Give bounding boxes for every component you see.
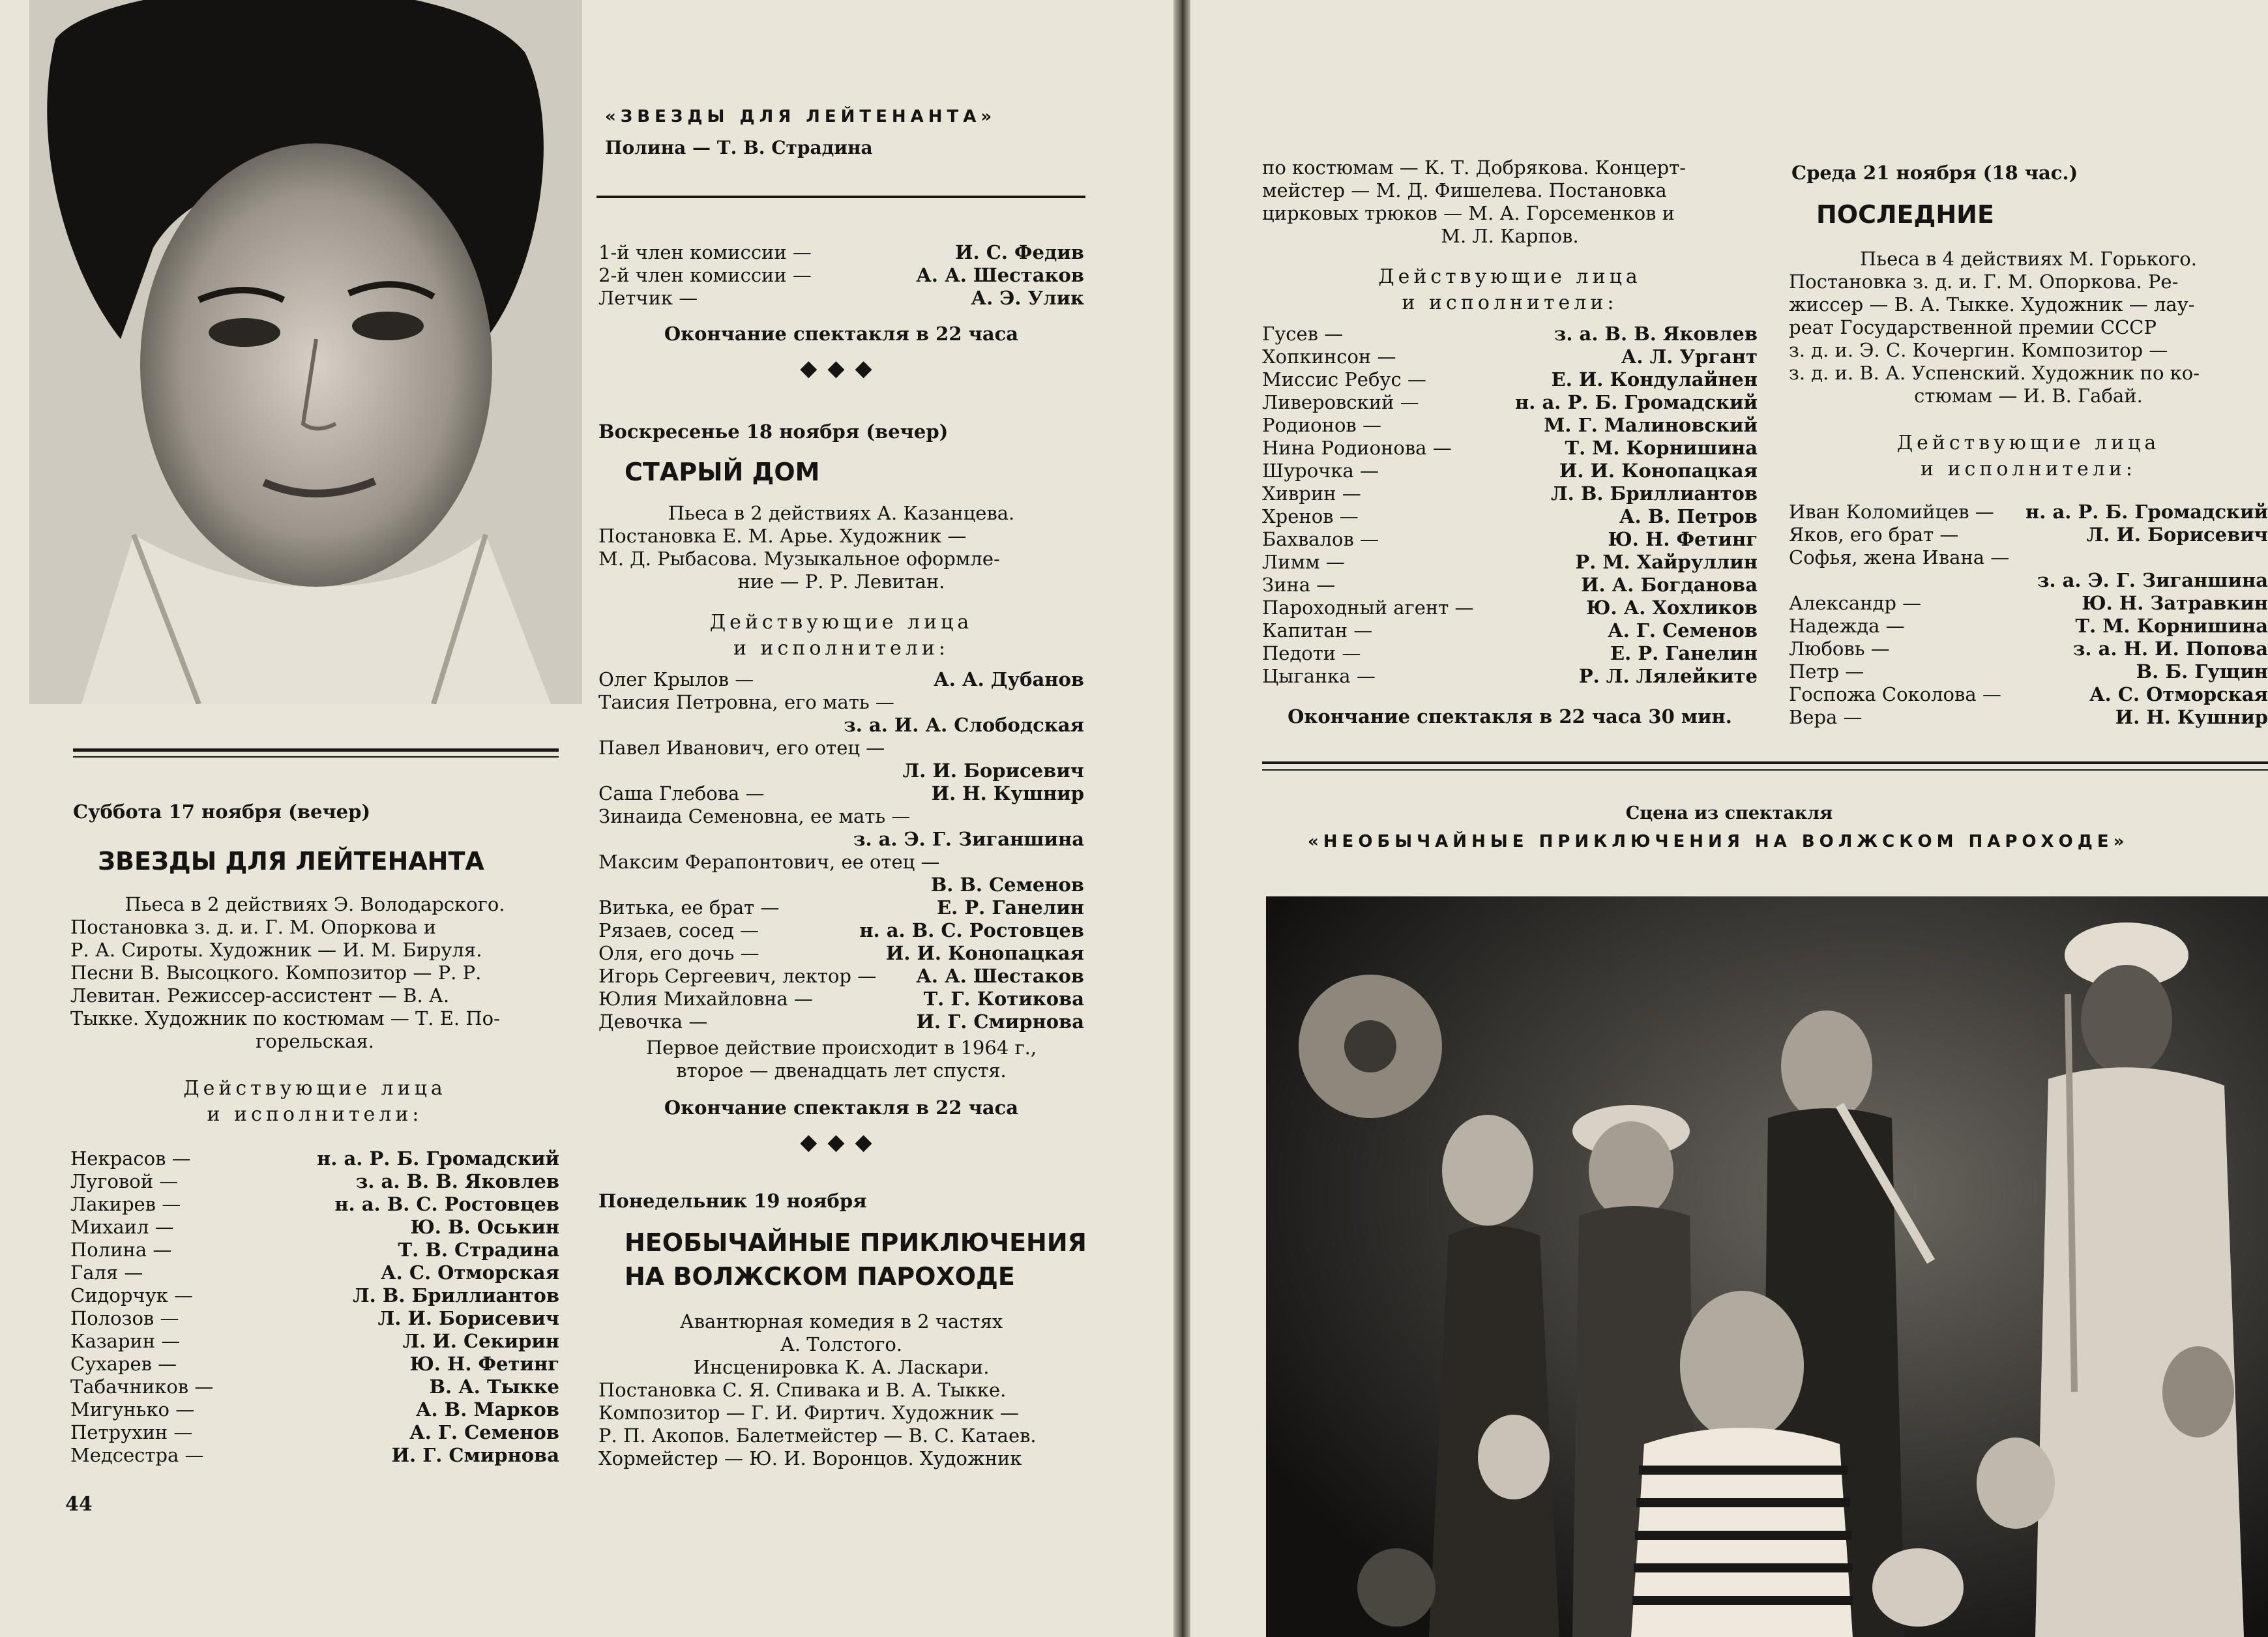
- show-credits: Пьеса в 2 действиях А. Казанцева. Постановка Е. М. Арье. Художник — М. Д. Рыбасова. Музыкальное оформле- ние — Р. Р. Левитан.: [598, 502, 1015, 593]
- cast-row: Вера — И. Н. Кушнир: [1789, 706, 2268, 728]
- cast-row: Л. И. Борисевич: [902, 760, 1084, 782]
- photo-caption-subtitle: Полина — Т. В. Страдина: [605, 137, 873, 158]
- cast-row: Ливеровский — н. а. Р. Б. Громадский: [1262, 391, 1758, 413]
- cast-row: Некрасов — н. а. Р. Б. Громадский: [70, 1147, 559, 1170]
- cast-row: Таисия Петровна, его мать —: [598, 691, 894, 713]
- cast-row: з. а. Э. Г. Зиганшина: [2037, 569, 2268, 591]
- cast-row: Цыганка — Р. Л. Лялейките: [1262, 665, 1758, 687]
- cast-row: з. а. И. А. Слободская: [844, 714, 1084, 736]
- scene-caption-label: Сцена из спектакля: [1625, 803, 1833, 823]
- show-title: СТАРЫЙ ДОМ: [625, 458, 820, 486]
- cast-row: Зинаида Семеновна, ее мать —: [598, 805, 911, 827]
- cast-row: Пароходный агент — Ю. А. Хохликов: [1262, 597, 1758, 619]
- cast-row: В. В. Семенов: [930, 874, 1084, 896]
- show-title: ЗВЕЗДЫ ДЛЯ ЛЕЙТЕНАНТА: [98, 847, 484, 876]
- cast-row: Хопкинсон — А. Л. Ургант: [1262, 346, 1758, 368]
- cast-list: [1789, 501, 2268, 729]
- diamond-separator: ◆◆◆: [800, 1129, 883, 1155]
- cast-row: Галя — А. С. Отморская: [70, 1261, 559, 1284]
- cast-row: Петрухин — А. Г. Семенов: [70, 1421, 559, 1443]
- right-page: [1190, 0, 2268, 1637]
- cast-row: Зина — И. А. Богданова: [1262, 574, 1758, 596]
- show-title: НЕОБЫЧАЙНЫЕ ПРИКЛЮЧЕНИЯ НА ВОЛЖСКОМ ПАРОХОДЕ: [625, 1228, 1087, 1291]
- cont-cast-list: [598, 241, 1084, 310]
- cast-row: Нина Родионова — Т. М. Корнишина: [1262, 437, 1758, 459]
- cast-row: Любовь — з. а. Н. И. Попова: [1789, 638, 2268, 660]
- cast-row: 2-й член комиссии — А. А. Шестаков: [598, 264, 1084, 286]
- cast-row: Полозов — Л. И. Борисевич: [70, 1307, 559, 1329]
- cast-row: Сухарев — Ю. Н. Фетинг: [70, 1353, 559, 1375]
- show-date: Среда 21 ноября (18 час.): [1791, 162, 2078, 184]
- divider: [73, 756, 559, 758]
- show-title: ПОСЛЕДНИЕ: [1816, 200, 1994, 229]
- cast-row: Витька, ее брат — Е. Р. Ганелин: [598, 896, 1084, 919]
- cast-heading: Действующие лица и исполнители:: [1378, 265, 1642, 314]
- cast-row: Шурочка — И. И. Конопацкая: [1262, 460, 1758, 482]
- cast-row: Луговой — з. а. В. В. Яковлев: [70, 1170, 559, 1192]
- cast-row: Лакирев — н. а. В. С. Ростовцев: [70, 1193, 559, 1215]
- show-date: Суббота 17 ноября (вечер): [73, 801, 371, 823]
- scene-caption-title: «НЕОБЫЧАЙНЫЕ ПРИКЛЮЧЕНИЯ НА ВОЛЖСКОМ ПАРОХОДЕ»: [1308, 832, 2129, 851]
- cast-list: [70, 1147, 559, 1467]
- cast-row: Казарин — Л. И. Секирин: [70, 1330, 559, 1352]
- cast-row: Полина — Т. В. Страдина: [70, 1239, 559, 1261]
- cast-row: Госпожа Соколова — А. С. Отморская: [1789, 683, 2268, 705]
- end-time: Окончание спектакля в 22 часа 30 мин.: [1288, 705, 1732, 728]
- show-date: Воскресенье 18 ноября (вечер): [598, 420, 949, 443]
- divider: [1262, 761, 2268, 764]
- cast-row: Павел Иванович, его отец —: [598, 737, 885, 759]
- cast-row: Юлия Михайловна — Т. Г. Котикова: [598, 988, 1084, 1010]
- cast-row: Миссис Ребус — Е. И. Кондулайнен: [1262, 368, 1758, 391]
- cast-row: з. а. Э. Г. Зиганшина: [853, 828, 1084, 850]
- cast-row: Софья, жена Ивана —: [1789, 546, 2010, 568]
- divider: [1262, 769, 2268, 771]
- cast-heading: Действующие лица и исполнители:: [183, 1077, 447, 1126]
- cast-row: Медсестра — И. Г. Смирнова: [70, 1444, 559, 1466]
- cast-row: Иван Коломийцев — н. а. Р. Б. Громадский: [1789, 501, 2268, 523]
- cast-row: Капитан — А. Г. Семенов: [1262, 619, 1758, 642]
- show-credits: Пьеса в 2 действиях Э. Володарского. Постановка з. д. и. Г. М. Опоркова и Р. А. Сироты. Художник — И. М. Бируля. Песни В. Высоцкого. Композитор — Р. Р. Левитан. Режиссер-ассистент — В. А. Тыкке. Художник по костюмам — Т. Е. По- горельская.: [70, 893, 505, 1052]
- cast-row: Лимм — Р. М. Хайруллин: [1262, 551, 1758, 573]
- cast-row: Рязаев, сосед — н. а. В. С. Ростовцев: [598, 919, 1084, 941]
- show-credits: по костюмам — К. Т. Добрякова. Концерт- мейстер — М. Д. Фишелева. Постановка цирковых трюков — М. А. Горсеменков и М. Л. Карпов.: [1262, 156, 1686, 247]
- photo-caption-title: «ЗВЕЗДЫ ДЛЯ ЛЕЙТЕНАНТА»: [605, 107, 997, 126]
- cast-row: Гусев — з. а. В. В. Яковлев: [1262, 323, 1758, 345]
- portrait-photo: [29, 0, 582, 704]
- cast-row: Михаил — Ю. В. Оськин: [70, 1216, 559, 1238]
- cast-row: Хренов — А. В. Петров: [1262, 505, 1758, 527]
- show-date: Понедельник 19 ноября: [598, 1190, 867, 1212]
- show-credits: Пьеса в 4 действиях М. Горького. Постановка з. д. и. Г. М. Опоркова. Ре- жиссер — В. А. Тыкке. Художник — лау- реат Государственной премии СССР з. д. и. Э. С. Кочергин. Композитор — з. д. и. В. А. Успенский. Художник по ко- стюмам — И. В. Габай.: [1789, 248, 2200, 407]
- cast-row: Петр — В. Б. Гущин: [1789, 660, 2268, 683]
- cast-row: Максим Ферапонтович, ее отец —: [598, 851, 940, 873]
- cast-row: Хиврин — Л. В. Бриллиантов: [1262, 482, 1758, 505]
- cast-row: Яков, его брат — Л. И. Борисевич: [1789, 524, 2268, 546]
- cast-row: Саша Глебова — И. Н. Кушнир: [598, 782, 1084, 804]
- cast-row: Родионов — М. Г. Малиновский: [1262, 414, 1758, 436]
- cast-row: 1-й член комиссии — И. С. Федив: [598, 241, 1084, 263]
- cast-heading: Действующие лица и исполнители:: [1896, 432, 2160, 480]
- cast-row: Мигунько — А. В. Марков: [70, 1398, 559, 1421]
- cast-row: Игорь Сергеевич, лектор — А. А. Шестаков: [598, 965, 1084, 987]
- cast-row: Табачников — В. А. Тыкке: [70, 1376, 559, 1398]
- cast-row: Девочка — И. Г. Смирнова: [598, 1010, 1084, 1033]
- divider: [596, 196, 1085, 198]
- scene-photo: [1266, 896, 2268, 1637]
- book-spine: [1173, 0, 1190, 1637]
- cast-heading: Действующие лица и исполнители:: [709, 611, 973, 660]
- divider: [73, 748, 559, 752]
- show-credits: Авантюрная комедия в 2 частях А. Толстого. Инсценировка К. А. Ласкари. Постановка С. Я. Спивака и В. А. Тыкке. Композитор — Г. И. Фиртич. Художник — Р. П. Акопов. Балетмейстер — В. С. Катаев. Хормейстер — Ю. И. Воронцов. Художник: [598, 1310, 1037, 1469]
- page-number: 44: [65, 1493, 93, 1516]
- cast-row: Олег Крылов — А. А. Дубанов: [598, 668, 1084, 690]
- cast-row: Оля, его дочь — И. И. Конопацкая: [598, 942, 1084, 964]
- cast-row: Педоти — Е. Р. Ганелин: [1262, 642, 1758, 664]
- cast-row: Летчик — А. Э. Улик: [598, 287, 1084, 309]
- end-time: Окончание спектакля в 22 часа: [664, 1097, 1019, 1119]
- cast-row: Александр — Ю. Н. Затравкин: [1789, 592, 2268, 614]
- diamond-separator: ◆◆◆: [800, 355, 883, 381]
- cast-list: [1262, 323, 1758, 688]
- cast-list: [598, 668, 1084, 1033]
- cast-row: Надежда — Т. М. Корнишина: [1789, 615, 2268, 637]
- cast-row: Сидорчук — Л. В. Бриллиантов: [70, 1284, 559, 1306]
- cast-row: Бахвалов — Ю. Н. Фетинг: [1262, 528, 1758, 550]
- end-time: Окончание спектакля в 22 часа: [664, 323, 1019, 345]
- show-note: Первое действие происходит в 1964 г., второе — двенадцать лет спустя.: [645, 1037, 1037, 1082]
